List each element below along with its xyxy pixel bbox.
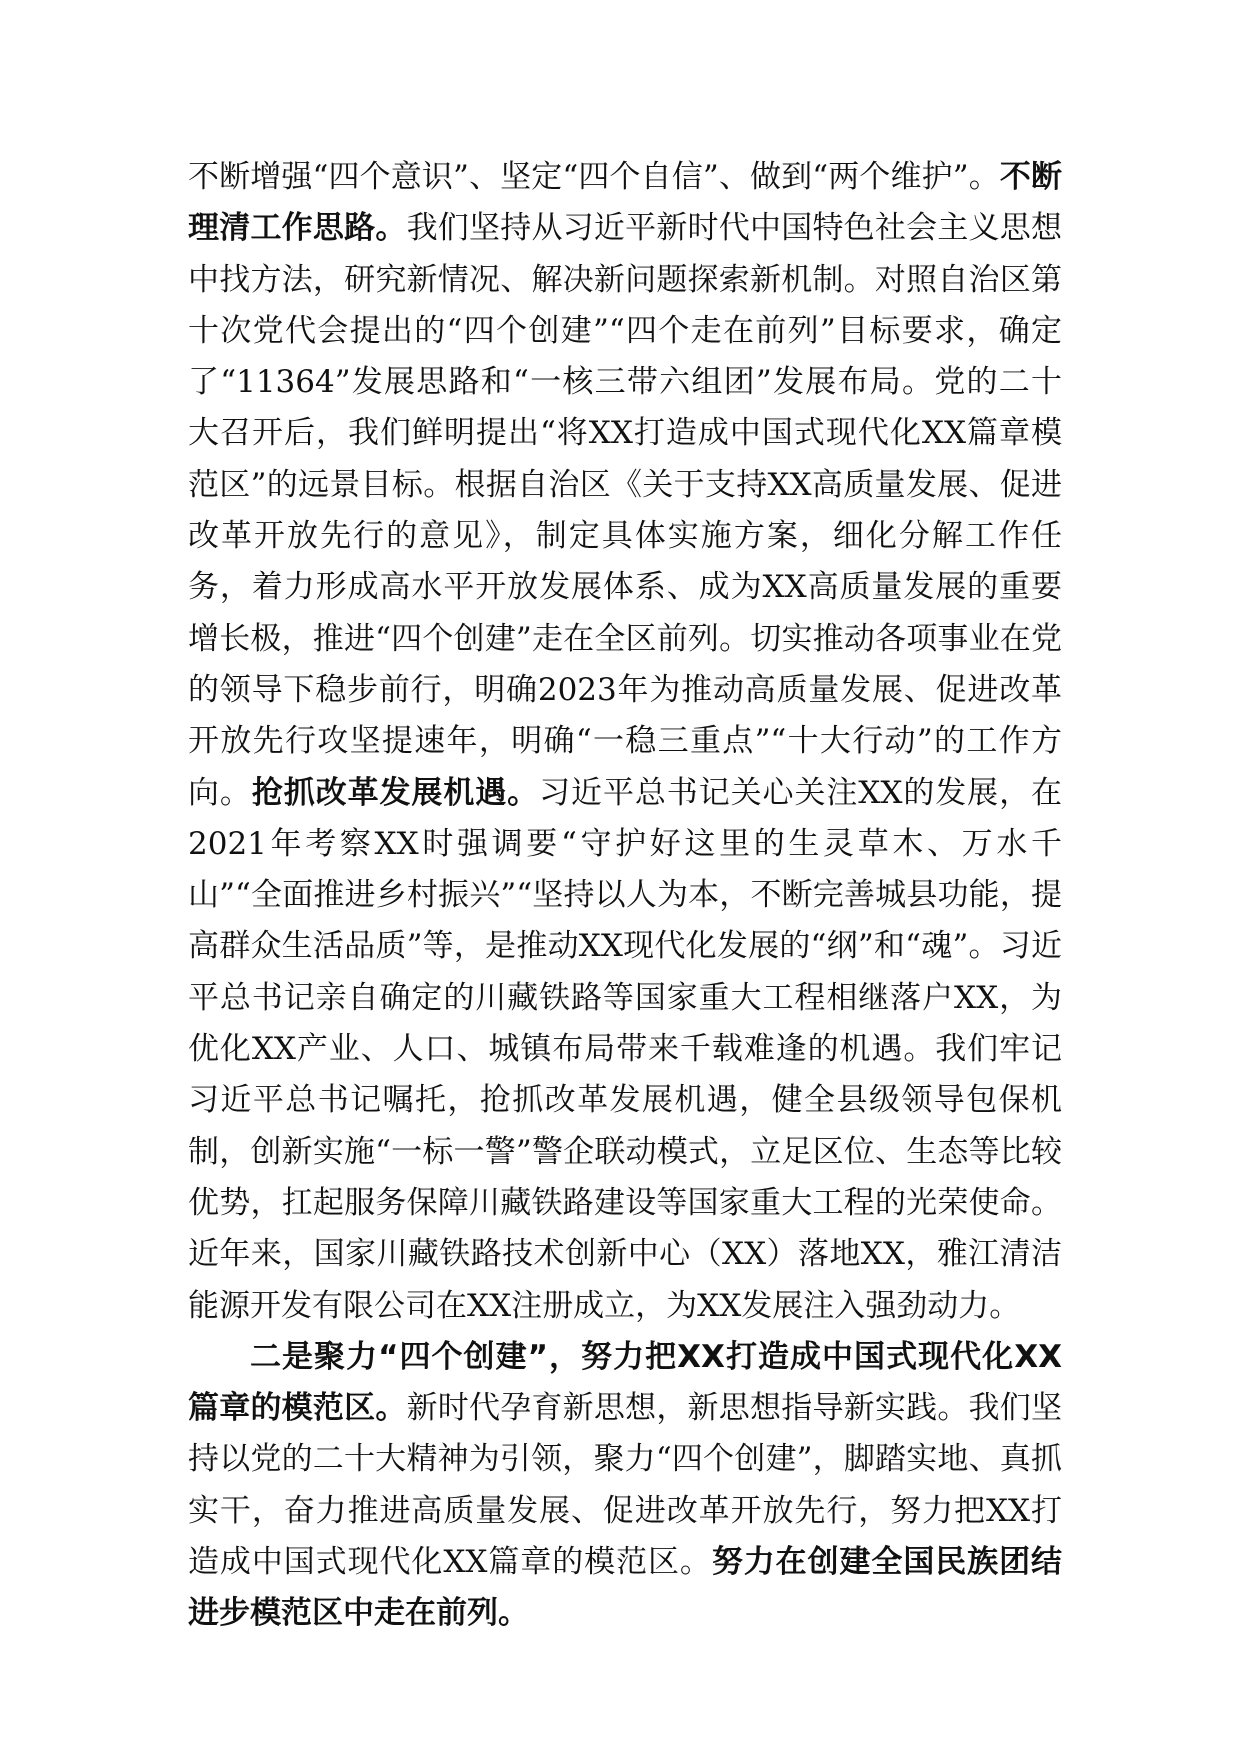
bold-heading-ethnic-unity: 努力在创建全国民族团结进步模范区中走在前列。 <box>188 1544 1063 1632</box>
paragraph-1 <box>188 152 1062 1332</box>
bold-heading-seize-reform-opportunity: 抢抓改革发展机遇。 <box>251 774 540 811</box>
text-run: 我们坚持从习近平新时代中国特色社会主义思想中找方法，研究新情况、解决新问题探索新机制。对照自治区第十次党代会提出的“四个创建”“四个走在前列”目标要求，确定了“11364”发展思路和“一核三带六组团”发展布局。党的二十大召开后，我们鲜明提出“将XX打造成中国式现代化XX篇章模范区”的远景目标。根据自治区《关于支持XX高质量发展、促进改革开放先行的意见》，制定具体实施方案，细化分解工作任务，着力形成高水平开放发展体系、成为XX高质量发展的重要增长极，推进“四个创建”走在全区前列。切实推动各项事业在党的领导下稳步前行，明确2023年为推动高质量发展、促进改革开放先行攻坚提速年，明确“一稳三重点”“十大行动”的工作方向。 <box>188 210 1063 811</box>
document-page <box>188 152 1062 1640</box>
bold-heading-clarify-work-ideas: 不断理清工作思路。 <box>188 159 1063 247</box>
bold-heading-four-creations: 二是聚力“四个创建”，努力把XX打造成中国式现代化XX篇章的模范区。 <box>188 1338 1062 1427</box>
text-run: 习近平总书记关心关注XX的发展，在2021年考察XX时强调要“守护好这里的生灵草木、万水千山”“全面推进乡村振兴”“坚持以人为本，不断完善城县功能，提高群众生活品质”等，是推动XX现代化发展的“纲”和“魂”。习近平总书记亲自确定的川藏铁路等国家重大工程相继落户XX，为优化XX产业、人口、城镇布局带来千载难逢的机遇。我们牢记习近平总书记嘱托，抢抓改革发展机遇，健全县级领导包保机制，创新实施“一标一警”警企联动模式，立足区位、生态等比较优势，扛起服务保障川藏铁路建设等国家重大工程的光荣使命。近年来，国家川藏铁路技术创新中心（XX）落地XX，雅江清洁能源开发有限公司在XX注册成立，为XX发展注入强劲动力。 <box>188 774 1063 1324</box>
text-run: 不断增强“四个意识”、坚定“四个自信”、做到“两个维护”。 <box>188 159 1000 195</box>
paragraph-2 <box>188 1332 1062 1640</box>
text-run: 新时代孕育新思想，新思想指导新实践。我们坚持以党的二十大精神为引领，聚力“四个创建”，脚踏实地、真抓实干，奋力推进高质量发展、促进改革开放先行，努力把XX打造成中国式现代化XX篇章的模范区。 <box>188 1390 1063 1581</box>
